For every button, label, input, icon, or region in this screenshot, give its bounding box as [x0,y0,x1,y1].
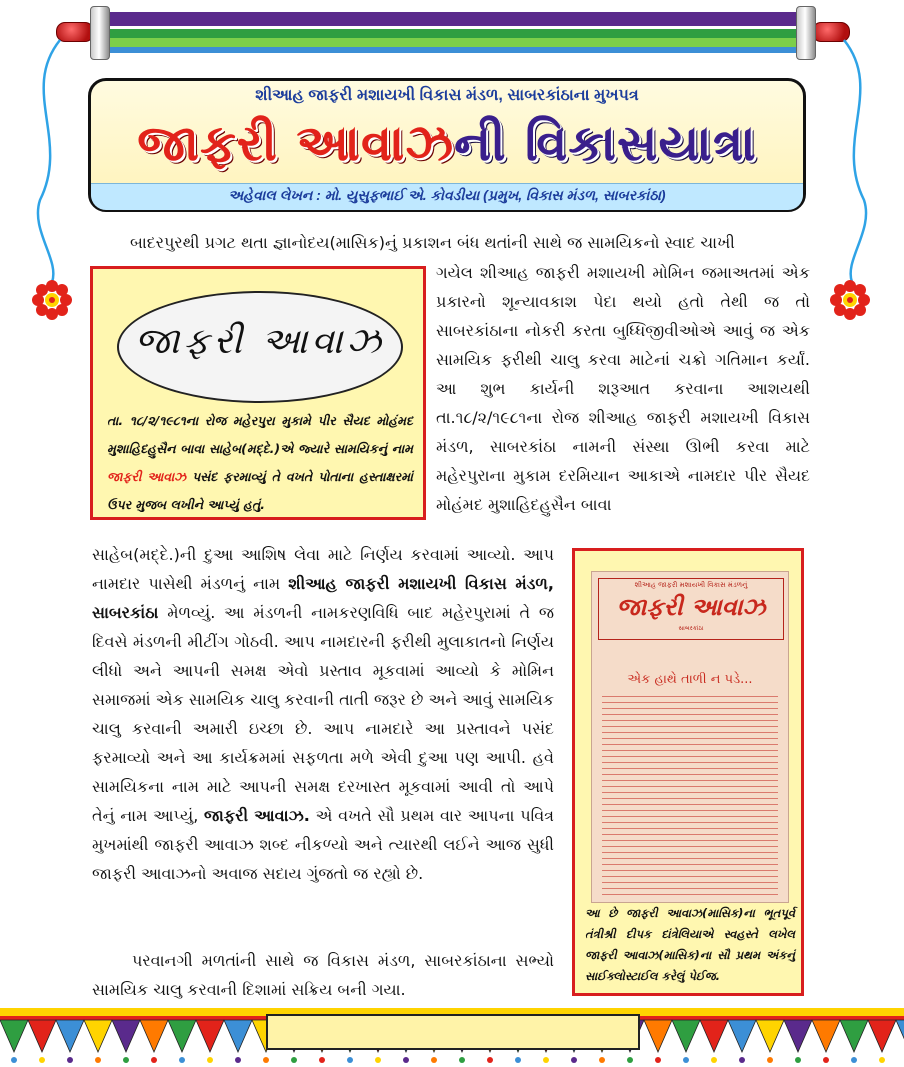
bunting-dot [11,1057,17,1063]
magazine-page-caption: આ છે જાફરી આવાઝ(માસિક)ના ભૂતપૂર્વ તંત્રીશ્રી દીપક દાંત્રેલિયાએ સ્વહસ્તે લખેલ જાફરી આવાઝ(માસિક)ના સૌ પ્રથમ અંકનું સાઈક્લોસ્ટાઈલ કરેલું પેઈજ. [585,906,795,983]
article-paragraph-1-top: બાદરપુરથી પ્રગટ થતા જ્ઞાનોદય(માસિક)નું પ્રકાશન બંધ થતાંની સાથે જ સામયિકનો સ્વાદ ચાખી [130,233,735,252]
p2-text-a: સાહેબ(મદ્દે.)ની દુઆ આશિષ લેવા માટે નિર્ણય કરવામાં આવ્યો. આપ નામદાર પાસેથી મંડળનું નામ [92,545,554,593]
bunting-pennant [56,1020,84,1052]
bunting-dot [431,1057,437,1063]
page-title [91,111,803,175]
signature-caption-highlight: જાફરી આવાઝ [107,469,187,484]
p2-text-b: મેળવ્યું. આ મંડળની નામકરણવિધિ બાદ મહેરપુરામાં તે જ દિવસે મંડળની મીટીંગ ગોઠવી. આપ નામદારની ફરીથી મુલાકાતનો નિર્ણય લીધો અને આપની સમક્ષ એવો પ્રસ્તાવ મૂકવામાં આવ્યો કે મોમિન સમાજમાં એક સામયિક ચાલુ કરવાની તાતી જરૂર છે અને આવું સામયિક ચાલુ કરવાની અમારી ઇચ્છા છે. આપ નામદારે આ પ્રસ્તાવને પસંદ ફરમાવ્યો અને આ કાર્યક્રમમાં સફળતા મળે એવી દુઆ પણ આપી. હવે સામયિકના નામ માટે આપની સમક્ષ દરખાસ્ત મૂકવામાં આવી તો આપે તેનું નામ આપ્યું, [92,603,554,825]
bunting-pennant [28,1020,56,1052]
bunting-dot [655,1057,661,1063]
bunting-dot [851,1057,857,1063]
bunting-pennant [812,1020,840,1052]
bunting-dot [879,1057,885,1063]
article-paragraph-2 [92,540,554,888]
bunting-dot [151,1057,157,1063]
bunting-pennant [196,1020,224,1052]
bunting-dot [459,1057,465,1063]
page-title-part2: ની વિકાસયાત્રા [454,114,757,172]
signature-caption-a: તા. ૧૮/૨/૧૯૮૧ના રોજ મહેરપુરા મુકામે પીર સૈયદ મોહંમદ મુશાહિદહુસૈન બાવા સાહેબ(મદ્દે.)એ જ્યારે સામયિકનું નામ [107,413,413,456]
bunting-dot [179,1057,185,1063]
bunting-dot [403,1057,409,1063]
signature-box [90,266,426,520]
bunting-dot [627,1057,633,1063]
article-paragraph-1-right: ગયેલ શીઆહ જાફરી મશાયખી મોમિન જમાઅતમાં એક પ્રકારનો શૂન્યાવકાશ પેદા થયો હતો તેથી જ તો સાબરકાંઠાના નોકરી કરતા બુધ્ધિજીવીઓએ આવું જ એક સામયિક ફરીથી ચાલુ કરવા માટેનાં ચક્રો ગતિમાન કર્યાં. આ શુભ કાર્યની શરૂઆત કરવાના આશયથી તા.૧૮/૨/૧૯૮૧ના રોજ શીઆહ જાફરી મશાયખી વિકાસ મંડળ, સાબરકાંઠા નામની સંસ્થા ઊભી કરવા માટે મહેરપુરાના મુકામ દરમિયાન આકાએ નામદાર પીર સૈયદ મોહંમદ મુશાહિદહુસૈન બાવા [436,263,810,514]
magazine-masthead [598,578,784,640]
article-paragraph-3: પરવાનગી મળતાંની સાથે જ વિકાસ મંડળ, સાબરકાંઠાના સભ્યો સામયિક ચાલુ કરવાની દિશામાં સક્રિય બની ગયા. [92,951,554,999]
bunting-dot [599,1057,605,1063]
bunting-dot [515,1057,521,1063]
magazine-headline: એક હાથે તાળી ન પડે... [627,672,753,687]
bunting-pennant [840,1020,868,1052]
bunting-dot [67,1057,73,1063]
bunting-pennant [700,1020,728,1052]
bunting-pennant [112,1020,140,1052]
bunting-dot [683,1057,689,1063]
signature-caption-b: પસંદ ફરમાવ્યું તે વખતે પોતાના હસ્તાક્ષરમાં ઉપર મુજબ લખીને આપ્યું હતું. [107,469,413,512]
bunting-pennant [756,1020,784,1052]
signature-caption [107,407,413,519]
report-author-line: અહેવાલ લેખન : મો. યુસુફભાઈ એ. કોવડીયા (પ્રમુખ, વિકાસ મંડળ, સાબરકાંઠા) [228,187,666,203]
bunting-dot [711,1057,717,1063]
bunting-pennant [84,1020,112,1052]
bunting-pennant [644,1020,672,1052]
bunting-dot [739,1057,745,1063]
bunting-dot [795,1057,801,1063]
bunting-dot [95,1057,101,1063]
bunting-pennant [0,1020,28,1052]
bunting-pennant [140,1020,168,1052]
bunting-dot [291,1057,297,1063]
bunting-pennant [896,1020,904,1052]
bunting-dot [375,1057,381,1063]
bunting-pennant [728,1020,756,1052]
bunting-pennant [672,1020,700,1052]
header-subtitle: શીઆહ જાફરી મશાયખી વિકાસ મંડળ, સાબરકાંઠાના મુખપત્ર [255,87,639,104]
bunting-pennant [784,1020,812,1052]
masthead-top-line: શીઆહ જાફરી મશાયખી વિકાસ મંડળનું [634,581,748,589]
bunting-dot [767,1057,773,1063]
p2-bold-magazine-name: જાફરી આવાઝ. [204,806,310,825]
handwritten-signature: જાફરી આવાઝ [135,321,385,362]
p2-text-c: એ વખતે સૌ પ્રથમ વાર આપના પવિત્ર મુખમાંથી જાફરી આવાઝ શબ્દ નીકળ્યો અને ત્યારથી લઈને આજ સુધી જાફરી આવાઝનો અવાજ સદાય ગુંજતો જ રહ્યો છે. [92,806,554,883]
bunting-dot [39,1057,45,1063]
bunting-pennant [168,1020,196,1052]
flower-ornament-left-icon [32,280,72,320]
bunting-pennant [224,1020,252,1052]
magazine-page-image [591,571,789,903]
bunting-dot [543,1057,549,1063]
p2-bold-org-name: શીઆહ જાફરી મશાયખી વિકાસ મંડળ, સાબરકાંઠા [92,574,554,622]
bunting-dot [319,1057,325,1063]
header-box [88,78,806,212]
bunting-dot [823,1057,829,1063]
magazine-page-box [572,548,804,996]
flower-ornament-right-icon [830,280,870,320]
magazine-text-lines [602,696,778,900]
bunting-dot [487,1057,493,1063]
bunting-dot [235,1057,241,1063]
bunting-pennant [868,1020,896,1052]
masthead-bottom-line: સાબરકાંઠા [678,625,704,632]
bunting-dot [571,1057,577,1063]
bunting-dot [123,1057,129,1063]
masthead-title: જાફરી આવાઝ [616,593,766,621]
bunting-dot [207,1057,213,1063]
bunting-dot [263,1057,269,1063]
signature-oval [117,291,403,403]
bottom-center-bar [266,1014,640,1050]
bunting-dot [347,1057,353,1063]
page-title-part1: જાફરી આવાઝ [137,114,455,172]
